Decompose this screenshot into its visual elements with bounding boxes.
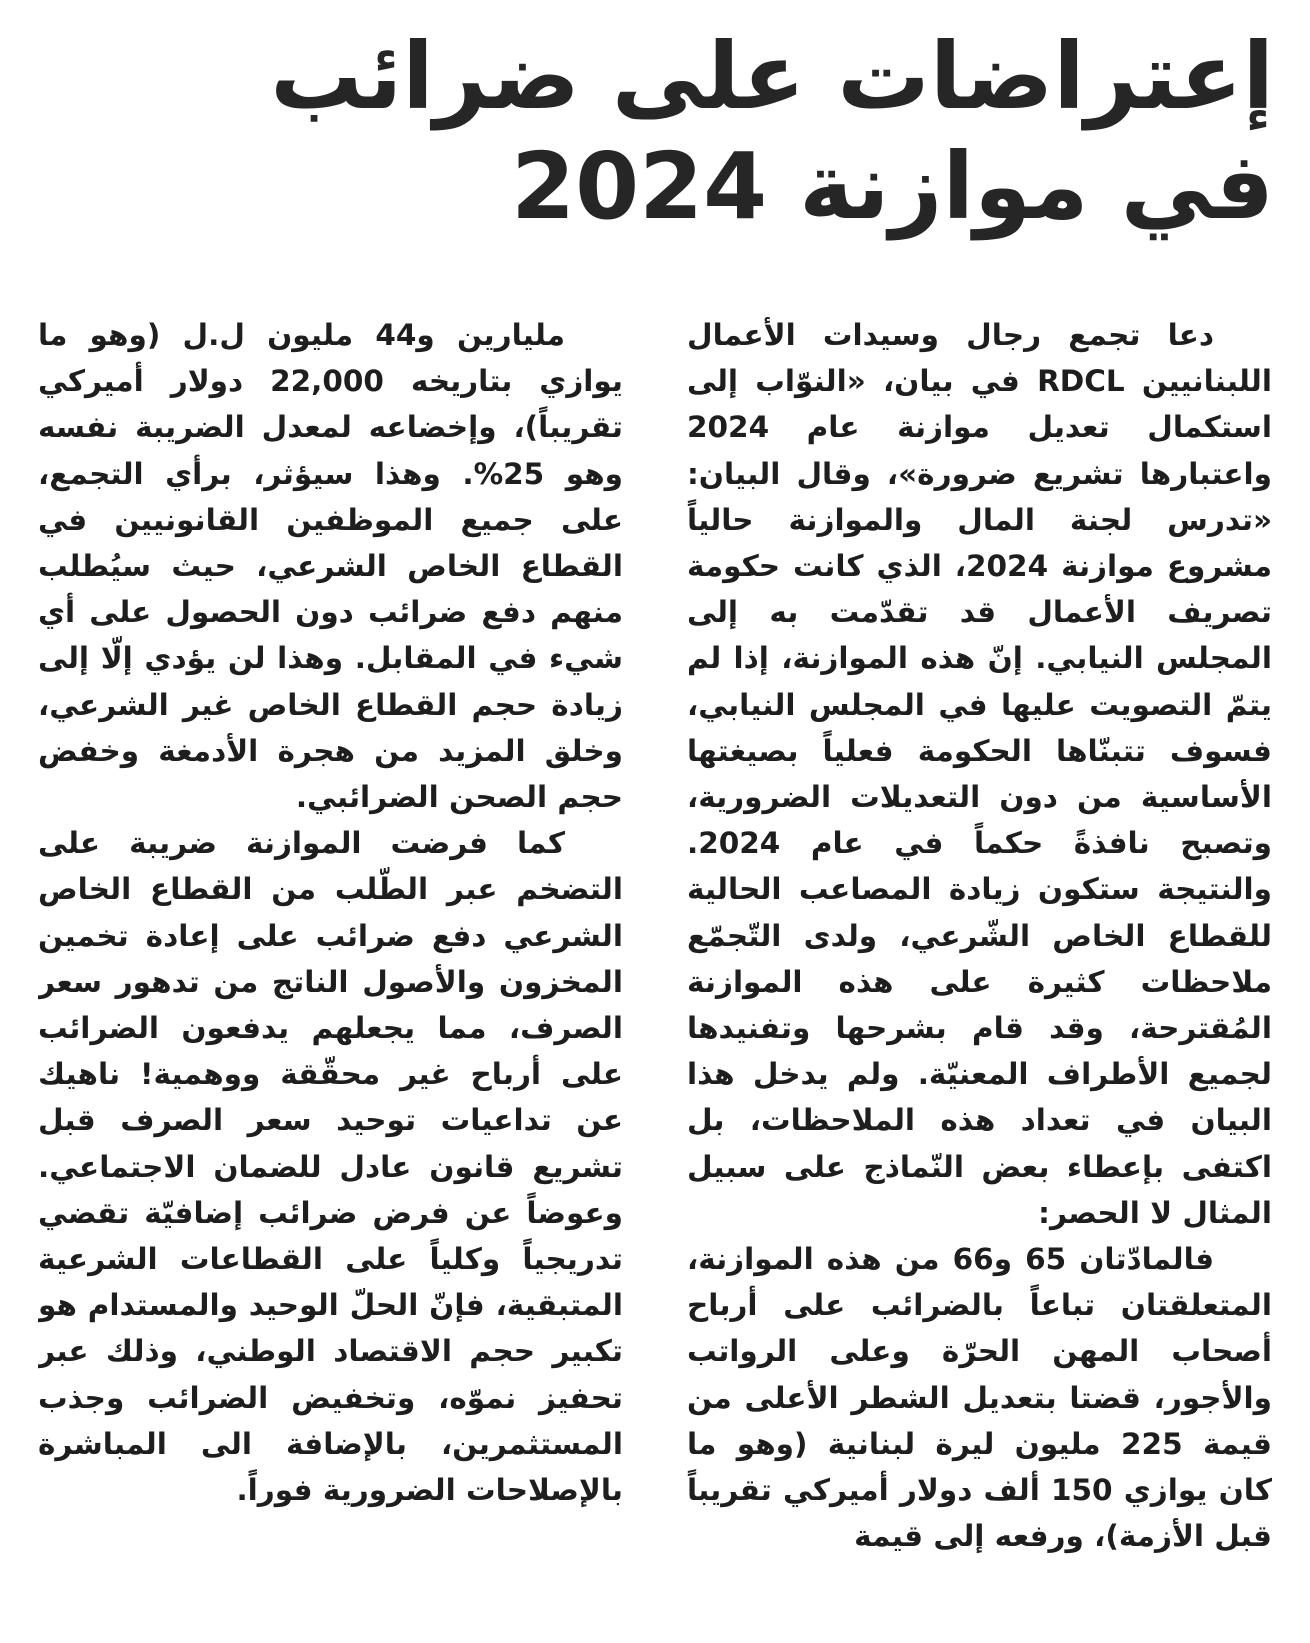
left-column-paragraph-1: مليارين و44 مليون ل.ل (وهو ما يوازي بتاريخه 22,000 دولار أميركي تقريباً)، وإخضاعه لمعدل الضريبة نفسه وهو 25%. وهذا سيؤثر، برأي التجمع، على جميع الموظفين القانونيين في القطاع الخاص الشرعي، حيث سيُطلب منهم دفع ضرائب دون الحصول على أي شيء في المقابل. وهذا لن يؤدي إلّا إلى زيادة حجم القطاع الخاص غير الشرعي، وخلق المزيد من هجرة الأدمغة وخفض حجم الصحن الضرائبي. <box>38 318 623 815</box>
article-columns <box>38 312 1272 1632</box>
right-column-paragraph-1: دعا تجمع رجال وسيدات الأعمال اللبنانيين RDCL في بيان، «النوّاب إلى استكمال تعديل موازنة عام 2024 واعتبارها تشريع ضرورة»، وقال البيان: «تدرس لجنة المال والموازنة حالياً مشروع موازنة 2024، الذي كانت حكومة تصريف الأعمال قد تقدّمت به إلى المجلس النيابي. إنّ هذه الموازنة، إذا لم يتمّ التصويت عليها في المجلس النيابي، فسوف تتبنّاها الحكومة فعلياً بصيغتها الأساسية من دون التعديلات الضرورية، وتصبح نافذةً حكماً في عام 2024. والنتيجة ستكون زيادة المصاعب الحالية للقطاع الخاص الشّرعي، ولدى التّجمّع ملاحظات كثيرة على هذه الموازنة المُقترحة، وقد قام بشرحها وتفنيدها لجميع الأطراف المعنيّة. ولم يدخل هذا البيان في تعداد هذه الملاحظات، بل اكتفى بإعطاء بعض النّماذج على سبيل المثال لا الحصر: <box>687 318 1272 1230</box>
left-column <box>38 312 623 1632</box>
right-column-paragraph-2: فالمادّتان 65 و66 من هذه الموازنة، المتعلقتان تباعاً بالضرائب على أرباح أصحاب المهن الحرّة وعلى الرواتب والأجور، قضتا بتعديل الشطر الأعلى من قيمة 225 مليون ليرة لبنانية (وهو ما كان يوازي 150 ألف دولار أميركي تقريباً قبل الأزمة)، ورفعه إلى قيمة <box>687 1242 1272 1554</box>
headline <box>174 22 1274 242</box>
headline-line-1: إعتراضات على ضرائب <box>270 23 1274 130</box>
right-column <box>687 312 1272 1632</box>
left-column-paragraph-2: كما فرضت الموازنة ضريبة على التضخم عبر الطّلب من القطاع الخاص الشرعي دفع ضرائب على إعادة تخمين المخزون والأصول الناتج من تدهور سعر الصرف، مما يجعلهم يدفعون الضرائب على أرباح غير محقّقة ووهمية! ناهيك عن تداعيات توحيد سعر الصرف قبل تشريع قانون عادل للضمان الاجتماعي. وعوضاً عن فرض ضرائب إضافيّة تقضي تدريجياً وكلياً على القطاعات الشرعية المتبقية، فإنّ الحلّ الوحيد والمستدام هو تكبير حجم الاقتصاد الوطني، وذلك عبر تحفيز نموّه، وتخفيض الضرائب وجذب المستثمرين، بالإضافة الى المباشرة بالإصلاحات الضرورية فوراً. <box>38 826 623 1508</box>
headline-line-2: في موازنة 2024 <box>511 133 1274 240</box>
